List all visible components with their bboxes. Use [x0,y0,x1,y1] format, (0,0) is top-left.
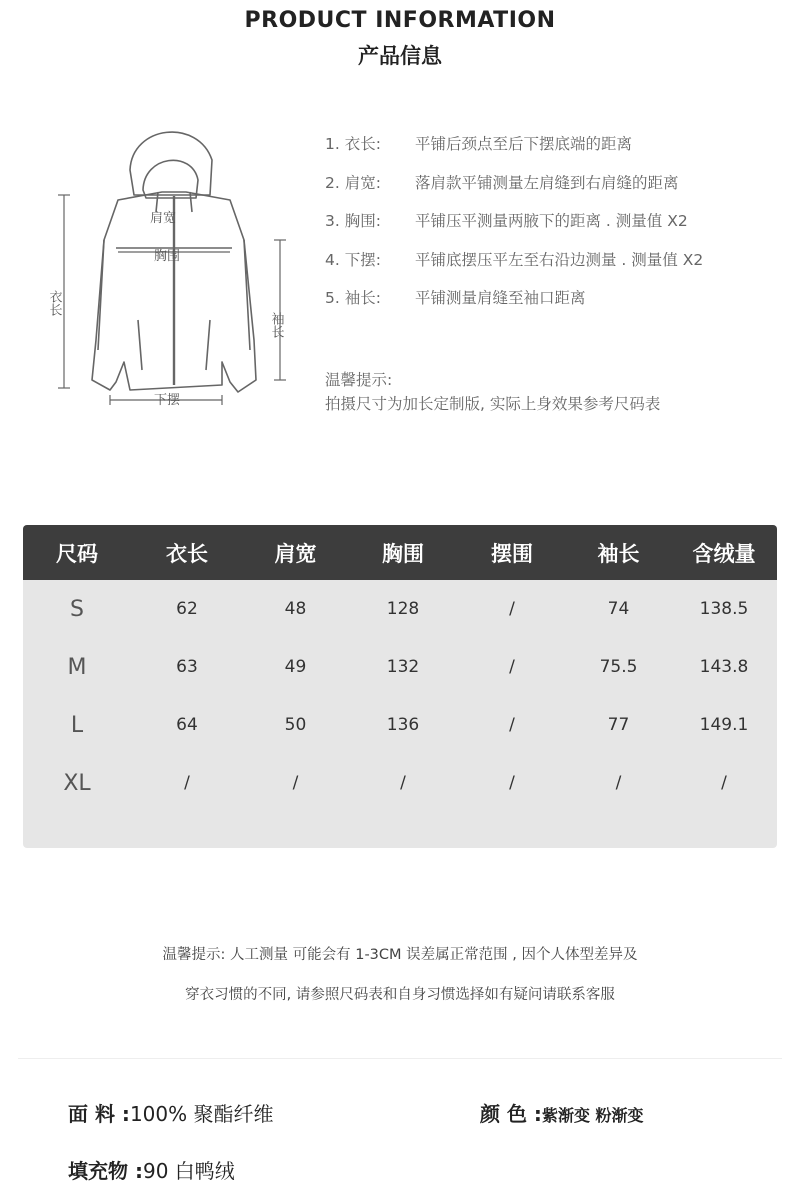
header-hem: 摆围 [491,541,533,566]
header-down-content: 含绒量 [692,541,756,566]
header-size: 尺码 [56,541,98,566]
jacket-illustration [40,100,300,430]
table-cell: / [184,773,190,793]
spec-fill-value: 90 白鸭绒 [142,1159,235,1183]
spec-material [68,1098,273,1127]
measurement-tip [325,368,660,416]
spec-color-value: 紫渐变 粉渐变 [541,1106,644,1125]
bottom-tip-line2: 穿衣习惯的不同, 请参照尺码表和自身习惯选择如有疑问请联系客服 [185,987,615,1003]
size-table-header [23,525,777,580]
jacket-diagram [40,100,300,430]
measurement-item [325,209,795,248]
label-hem: 下摆 [154,393,181,408]
measurement-item [325,171,795,210]
measurement-num: 1. 衣长: [325,135,381,153]
table-cell: 64 [176,715,198,735]
measurement-desc: 平铺底摆压平左至右沿边测量 . 测量值 X2 [415,250,704,269]
label-chest: 胸围 [154,249,181,264]
measurement-item [325,248,795,287]
table-cell: 149.1 [699,715,749,735]
measurement-desc: 平铺压平测量两腋下的距离 . 测量值 X2 [415,212,688,230]
page-title-cn: 产品信息 [358,44,442,68]
label-length: 衣长 [46,290,62,316]
label-shoulder: 肩宽 [150,211,177,226]
table-cell: 132 [386,657,420,677]
measurement-num: 5. 袖长: [325,289,381,307]
table-row [23,754,777,812]
measurement-num: 3. 胸围: [325,212,381,230]
header-chest: 胸围 [382,541,424,566]
table-cell: 128 [386,599,420,619]
spec-color-label: 颜 色 : [480,1102,542,1126]
header-sleeve: 袖长 [597,541,640,566]
measurement-num: 2. 肩宽: [325,173,381,192]
measurement-num: 4. 下摆: [325,250,381,269]
table-row [23,696,777,754]
divider [18,1058,782,1059]
table-cell: XL [63,770,91,796]
measurement-desc: 平铺后颈点至后下摆底端的距离 [415,135,633,153]
table-cell: / [509,773,515,793]
table-row [23,638,777,696]
table-cell: / [721,773,727,793]
table-cell: 63 [176,657,198,677]
spec-fill-label: 填充物 : [68,1159,143,1183]
table-cell: M [67,654,87,680]
table-cell: 49 [284,657,307,677]
table-cell: / [509,599,515,619]
spec-fill [68,1155,235,1184]
table-cell: / [615,773,622,793]
measurement-list [325,132,795,325]
spec-material-value: 100% 聚酯纤维 [129,1102,274,1126]
tip-title: 温馨提示: [325,371,393,389]
measurement-item [325,132,795,171]
page-title-en: PRODUCT INFORMATION [244,8,556,33]
table-cell: 138.5 [699,599,749,619]
table-cell: 62 [176,599,198,619]
table-cell: S [70,596,84,622]
size-table [23,525,777,848]
table-cell: 77 [607,715,630,735]
bottom-tip [0,935,800,1015]
bottom-tip-line1: 温馨提示: 人工测量 可能会有 1-3CM 误差属正常范围 , 因个人体型差异及 [162,947,638,963]
table-row [23,580,777,638]
measurement-item [325,286,795,325]
table-cell: 74 [607,599,630,619]
label-sleeve: 袖长 [268,312,284,338]
spec-material-label: 面 料 : [68,1102,130,1126]
measurement-desc: 落肩款平铺测量左肩缝到右肩缝的距离 [415,173,679,192]
tip-text: 拍摄尺寸为加长定制版, 实际上身效果参考尺码表 [325,395,661,413]
measurement-desc: 平铺测量肩缝至袖口距离 [415,289,586,307]
table-cell: 50 [284,715,307,735]
header-shoulder: 肩宽 [274,541,317,566]
table-cell: 75.5 [599,657,638,677]
table-cell: 48 [284,599,307,619]
table-cell: 136 [386,715,420,735]
table-cell: / [509,715,515,735]
table-cell: 143.8 [699,657,749,677]
table-cell: / [509,657,515,677]
spec-color [480,1098,644,1127]
table-cell: L [70,712,84,738]
jacket-hood [130,132,212,195]
table-cell: / [292,773,299,793]
header-length: 衣长 [166,541,208,566]
table-cell: / [400,773,406,793]
